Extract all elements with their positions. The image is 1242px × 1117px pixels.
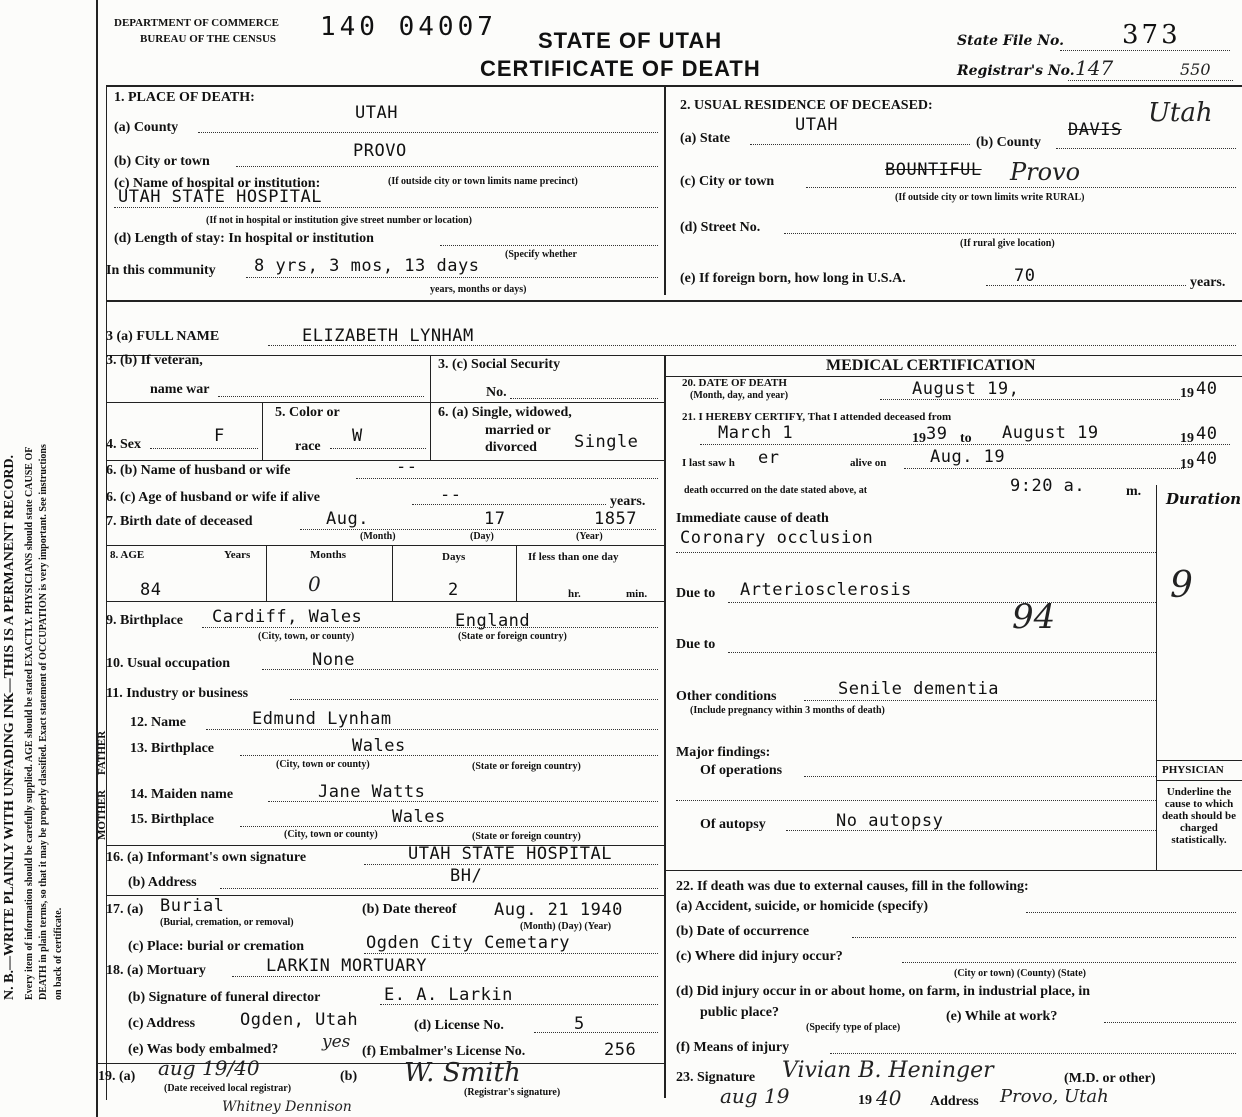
margin-instruction-2: DEATH in plain terms, so that it may be properly classified. Exact statement of OCCUPATION is very important. See instructions <box>38 444 49 1000</box>
means-label: (f) Means of injury <box>676 1040 790 1055</box>
rule-top <box>106 85 1242 87</box>
informant-address-label: (b) Address <box>128 875 197 890</box>
rule-name <box>106 355 1242 356</box>
signature-date: aug 19 <box>720 1084 790 1108</box>
footer-scrawl: Whitney Dennison <box>222 1099 352 1115</box>
burial-place: Ogden City Cemetary <box>366 933 570 953</box>
registrar-note: (Registrar's signature) <box>464 1087 561 1098</box>
place-city-label: (b) City or town <box>114 154 210 169</box>
attended-from: March 1 <box>718 423 794 443</box>
specify-place-note: (Specify type of place) <box>806 1022 901 1033</box>
place-heading: 1. PLACE OF DEATH: <box>114 90 255 105</box>
attended-from-year: 39 <box>926 424 948 444</box>
alive-on-label: alive on <box>850 457 887 469</box>
year-note: (Year) <box>576 531 603 542</box>
ss-label: 3. (c) Social Security <box>438 357 561 372</box>
husband-name: -- <box>396 457 418 477</box>
frame-left <box>96 0 98 1117</box>
registrar-number: 147 <box>1075 56 1114 80</box>
immediate-cause: Coronary occlusion <box>680 528 874 548</box>
birth-year: 1857 <box>594 509 637 529</box>
last-saw-label: I last saw h <box>682 457 735 469</box>
frame-inner-left <box>106 85 107 1100</box>
color-label: 5. Color or <box>275 405 340 420</box>
duration-column-line <box>1156 485 1157 870</box>
due-to-1-duration: 9 <box>1170 565 1193 606</box>
marital-label-c: divorced <box>485 440 537 455</box>
mortuary: LARKIN MORTUARY <box>266 956 428 976</box>
father-city-note: (City, town or county) <box>276 759 370 770</box>
margin-instruction-3: on back of certificate. <box>53 907 64 1000</box>
birth-day: 17 <box>484 509 506 529</box>
signature-address: Provo, Utah <box>1000 1086 1109 1107</box>
burial-label: 17. (a) <box>106 902 144 917</box>
day-note: (Day) <box>470 531 494 542</box>
death-year-prefix: 19 <box>1180 386 1194 401</box>
informant-signature: UTAH STATE HOSPITAL <box>408 844 612 864</box>
place-county: UTAH <box>355 103 398 123</box>
mother-side-label: MOTHER <box>96 789 108 840</box>
state-file-number: 373 <box>1122 20 1181 50</box>
mother-name: Jane Watts <box>318 782 426 802</box>
mother-name-label: 14. Maiden name <box>130 787 234 802</box>
attended-to-year: 40 <box>1196 424 1218 444</box>
death-date-label: 20. DATE OF DEATH <box>682 377 787 389</box>
received-note: (Date received local registrar) <box>164 1083 292 1094</box>
received-b-label: (b) <box>340 1069 358 1084</box>
stay-label: (d) Length of stay: In hospital or institution <box>114 231 374 246</box>
public-place-label: public place? <box>700 1005 779 1020</box>
age-months-label: Months <box>310 549 347 561</box>
hr-label: hr. <box>568 588 581 600</box>
age-years-label: Years <box>224 549 251 561</box>
age-label: 8. AGE <box>110 549 145 561</box>
informant-address: BH/ <box>450 866 483 886</box>
external-causes-label: 22. If death was due to external causes, fill in the following: <box>676 879 1029 894</box>
specify-note: (Specify whether <box>505 249 577 260</box>
month-note: (Month) <box>360 531 396 542</box>
other-conditions: Senile dementia <box>838 679 1000 699</box>
birth-date-label: 7. Birth date of deceased <box>106 514 253 529</box>
director-label: (b) Signature of funeral director <box>128 990 321 1005</box>
duration-label: Duration <box>1166 490 1242 508</box>
embalmed: yes <box>322 1032 351 1052</box>
ymd-note: years, months or days) <box>430 284 527 295</box>
husband-label: 6. (b) Name of husband or wife <box>106 463 291 478</box>
underline-note: Underline the cause to which death should be charged statistically. <box>1162 786 1236 846</box>
home-label: (d) Did injury occur in or about home, on farm, in industrial place, in <box>676 984 1091 999</box>
rule-section <box>106 300 1242 302</box>
birthplace-country: England <box>455 611 531 631</box>
birthplace-city: Cardiff, Wales <box>212 607 363 627</box>
ss-no-label: No. <box>486 385 507 400</box>
res-state-label: (a) State <box>680 131 731 146</box>
autopsy-label: Of autopsy <box>700 817 766 832</box>
registrar-label: Registrar's No. <box>957 63 1075 79</box>
res-city-label: (c) City or town <box>680 174 775 189</box>
sex: F <box>214 426 225 446</box>
hospital-note-2: (If not in hospital or institution give street number or location) <box>206 215 472 226</box>
res-state: UTAH <box>795 115 838 135</box>
received-date: aug 19/40 <box>158 1056 260 1080</box>
received-label: 19. (a) <box>98 1069 136 1084</box>
other-conditions-label: Other conditions <box>676 689 777 704</box>
veteran-label: 3. (b) If veteran, <box>106 353 203 368</box>
burial-place-label: (c) Place: burial or cremation <box>128 939 304 954</box>
sex-label: 4. Sex <box>106 437 141 452</box>
frame-divider <box>664 355 666 1098</box>
attended-from-prefix: 19 <box>912 431 926 446</box>
informant-label: 16. (a) Informant's own signature <box>106 850 307 865</box>
death-year: 40 <box>1196 379 1218 399</box>
res-city-note: (If outside city or town limits write RURAL) <box>895 192 1085 203</box>
min-label: min. <box>626 588 648 600</box>
md-label: (M.D. or other) <box>1064 1071 1156 1086</box>
state-file-label: State File No. <box>957 33 1065 49</box>
bureau-label: BUREAU OF THE CENSUS <box>140 33 277 45</box>
certificate-number: 140 04007 <box>320 12 497 42</box>
other-conditions-note: (Include pregnancy within 3 months of death) <box>690 705 885 716</box>
res-city-handwritten: Provo <box>1010 158 1081 186</box>
community-stay: 8 yrs, 3 mos, 13 days <box>254 256 480 276</box>
race-label: race <box>295 439 321 454</box>
res-street-note: (If rural give location) <box>960 238 1055 249</box>
state-country-note: (State or foreign country) <box>458 631 567 642</box>
death-time: 9:20 a. <box>1010 476 1086 496</box>
due-to-1: Arteriosclerosis <box>740 580 912 600</box>
work-label: (e) While at work? <box>946 1009 1058 1024</box>
physician-label: PHYSICIAN <box>1162 764 1224 776</box>
war-label: name war <box>150 382 210 397</box>
foreign-years-unit: years. <box>1190 275 1226 290</box>
where-label: (c) Where did injury occur? <box>676 949 843 964</box>
hospital-label: (c) Name of hospital or institution: <box>114 176 321 191</box>
burial-note: (Burial, cremation, or removal) <box>160 917 294 928</box>
father-state-note: (State or foreign country) <box>472 761 581 772</box>
husband-age: -- <box>440 485 462 505</box>
occupation: None <box>312 650 355 670</box>
physician-signature-label: 23. Signature <box>676 1070 756 1085</box>
attended-to-prefix: 19 <box>1180 431 1194 446</box>
birth-month: Aug. <box>326 509 369 529</box>
where-note: (City or town) (County) (State) <box>954 968 1087 979</box>
margin-instruction-1: Every item of information should be carefully supplied. AGE should be stated EXACTLY. PHYSICIANS should state CAUSE OF <box>24 446 35 1000</box>
signature-address-label: Address <box>930 1094 979 1109</box>
accident-label: (a) Accident, suicide, or homicide (specify) <box>676 899 929 914</box>
mortuary-address-label: (c) Address <box>128 1016 196 1031</box>
autopsy: No autopsy <box>836 811 944 831</box>
place-county-label: (a) County <box>114 120 179 135</box>
age-months: 0 <box>308 572 321 596</box>
community-label: In this community <box>106 263 216 278</box>
res-county-label: (b) County <box>976 135 1041 150</box>
margin-warning: N. B.—WRITE PLAINLY WITH UNFADING INK—THIS IS A PERMANENT RECORD. <box>2 454 17 1000</box>
residence-heading: 2. USUAL RESIDENCE OF DECEASED: <box>680 98 933 113</box>
less-than-day-label: If less than one day <box>528 551 619 563</box>
father-side-label: FATHER <box>96 730 108 775</box>
hospital-name: UTAH STATE HOSPITAL <box>118 187 322 207</box>
marital-status: Single <box>574 432 639 452</box>
burial-date-label: (b) Date thereof <box>362 902 457 917</box>
father-name-label: 12. Name <box>130 715 186 730</box>
immediate-label: Immediate cause of death <box>676 511 829 526</box>
license-number: 5 <box>574 1014 585 1034</box>
to-label: to <box>960 431 972 446</box>
res-county: DAVIS <box>1068 120 1122 140</box>
alive-year: 40 <box>1196 449 1218 469</box>
occurrence-label: (b) Date of occurrence <box>676 924 810 939</box>
burial-date: Aug. 21 1940 <box>494 900 623 920</box>
husband-age-label: 6. (c) Age of husband or wife if alive <box>106 490 321 505</box>
res-county-handwritten: Utah <box>1148 98 1213 128</box>
alive-on: Aug. 19 <box>930 447 1006 467</box>
race: W <box>352 426 363 446</box>
res-city: BOUNTIFUL <box>885 160 982 180</box>
marital-label-b: married or <box>485 423 551 438</box>
burial-date-note: (Month) (Day) (Year) <box>520 921 612 932</box>
embalmed-label: (e) Was body embalmed? <box>128 1042 279 1057</box>
husband-age-unit: years. <box>610 494 646 509</box>
occurred-label: death occurred on the date stated above, at <box>684 485 868 496</box>
birthplace-label: 9. Birthplace <box>106 613 183 628</box>
registrar-number-2: 550 <box>1180 60 1211 79</box>
operations-label: Of operations <box>700 763 783 778</box>
city-county-note: (City, town, or county) <box>258 631 355 642</box>
major-findings-label: Major findings: <box>676 745 771 760</box>
mortuary-address: Ogden, Utah <box>240 1010 359 1030</box>
father-birthplace-label: 13. Birthplace <box>130 741 214 756</box>
signature-year: 40 <box>876 1086 902 1110</box>
due-to-2-label: Due to <box>676 637 716 652</box>
attended-to: August 19 <box>1002 423 1099 443</box>
full-name-label: 3 (a) FULL NAME <box>106 329 220 344</box>
due-to-1-handwritten: 94 <box>1012 597 1056 637</box>
foreign-years: 70 <box>1014 266 1036 286</box>
alive-year-prefix: 19 <box>1180 457 1194 472</box>
mother-city-note: (City, town or county) <box>284 829 378 840</box>
certificate-title: CERTIFICATE OF DEATH <box>480 56 761 81</box>
death-date-note: (Month, day, and year) <box>690 390 789 401</box>
hospital-note: (If outside city or town limits name precinct) <box>388 176 578 187</box>
physician-signature: Vivian B. Heninger <box>782 1058 994 1083</box>
foreign-label: (e) If foreign born, how long in U.S.A. <box>680 271 906 286</box>
embalmer-license: 256 <box>604 1040 637 1060</box>
signature-year-prefix: 19 <box>858 1093 872 1108</box>
mortuary-label: 18. (a) Mortuary <box>106 963 206 978</box>
marital-label-a: 6. (a) Single, widowed, <box>438 405 572 420</box>
industry-label: 11. Industry or business <box>106 686 249 701</box>
age-years: 84 <box>140 580 162 600</box>
time-m: m. <box>1126 484 1142 499</box>
place-city: PROVO <box>353 141 407 161</box>
medical-heading: MEDICAL CERTIFICATION <box>826 357 1036 374</box>
mother-state-note: (State or foreign country) <box>472 831 581 842</box>
funeral-director: E. A. Larkin <box>384 985 513 1005</box>
license-label: (d) License No. <box>414 1018 504 1033</box>
father-name: Edmund Lynham <box>252 709 392 729</box>
mother-birthplace: Wales <box>392 807 446 827</box>
due-to-1-label: Due to <box>676 586 716 601</box>
dept-label: DEPARTMENT OF COMMERCE <box>114 17 280 29</box>
certify-text: 21. I HEREBY CERTIFY, That I attended deceased from <box>682 411 952 423</box>
burial-method: Burial <box>160 896 225 916</box>
age-days: 2 <box>448 580 459 600</box>
occupation-label: 10. Usual occupation <box>106 656 231 671</box>
last-saw: er <box>758 448 780 468</box>
state-title: STATE OF UTAH <box>538 28 723 53</box>
res-street-label: (d) Street No. <box>680 220 761 235</box>
embalmer-label: (f) Embalmer's License No. <box>362 1044 526 1059</box>
frame-divider-top <box>664 85 666 295</box>
full-name: ELIZABETH LYNHAM <box>302 326 474 346</box>
father-birthplace: Wales <box>352 736 406 756</box>
registrar-signature: W. Smith <box>404 1058 521 1088</box>
age-days-label: Days <box>442 551 466 563</box>
death-date: August 19, <box>912 379 1020 399</box>
mother-birthplace-label: 15. Birthplace <box>130 812 214 827</box>
